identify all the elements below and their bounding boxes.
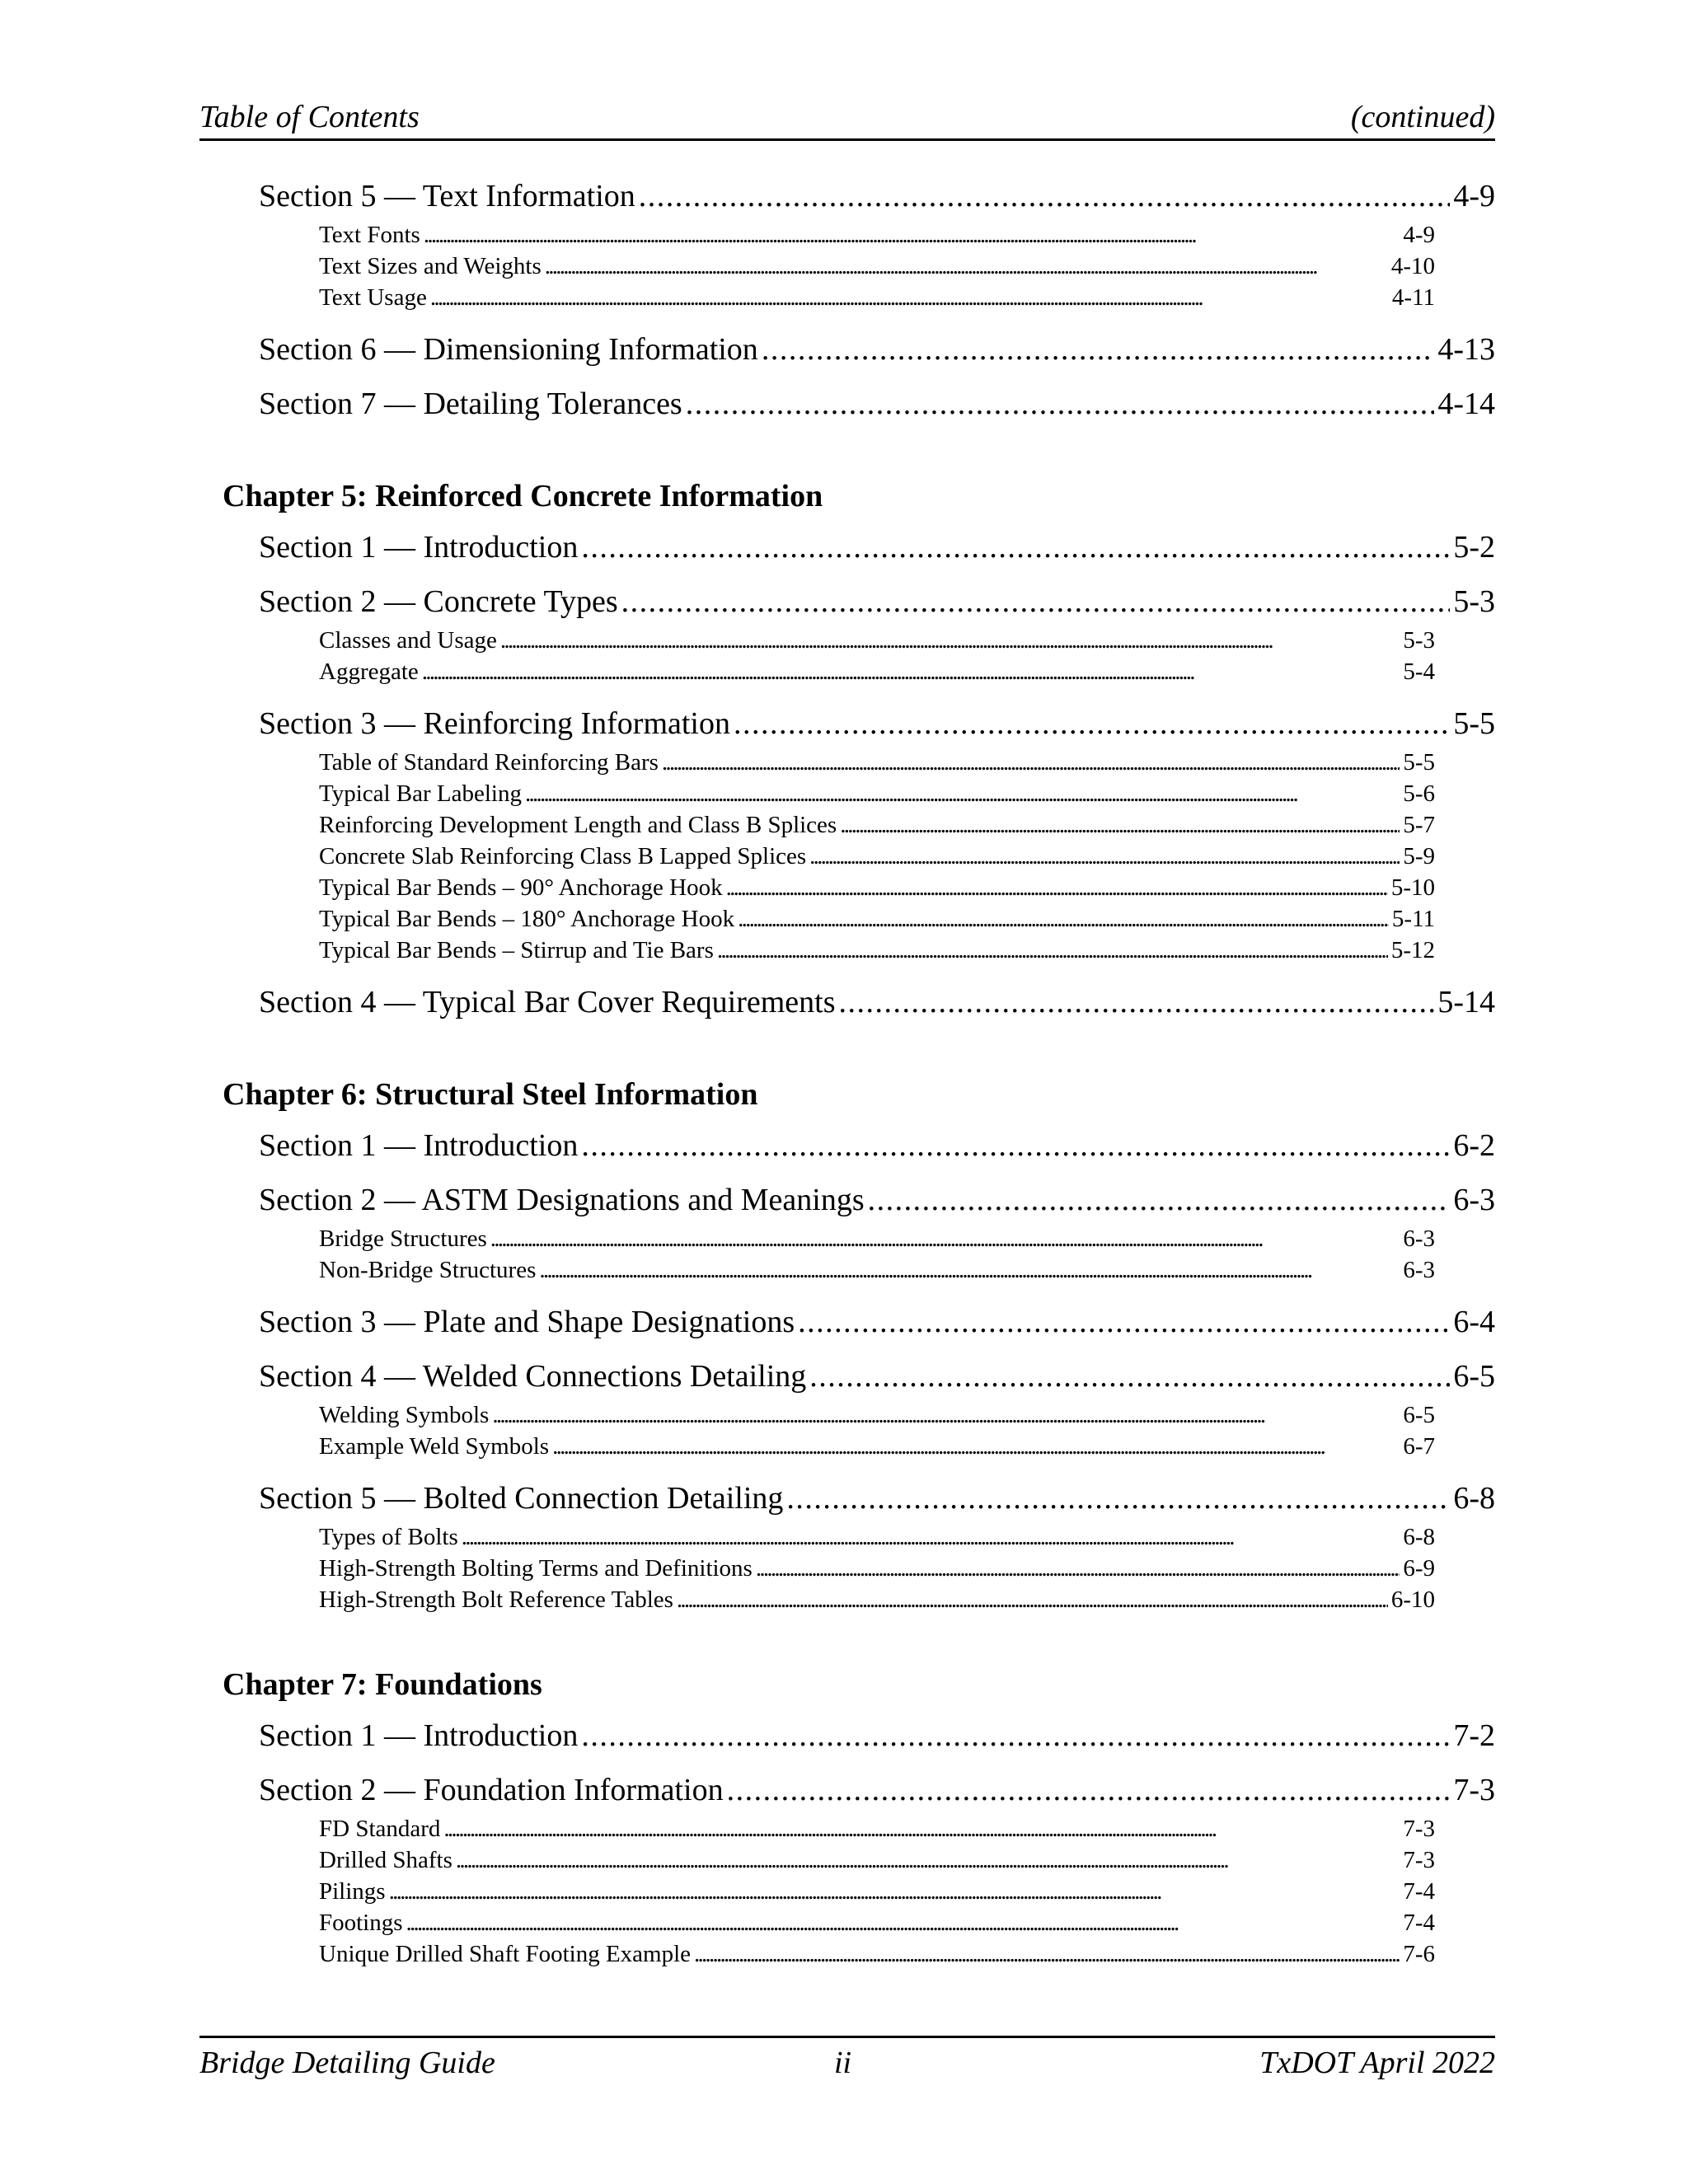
toc-subsection-entry[interactable] [319,1844,1435,1876]
page-header [199,97,1495,141]
toc-entry-title: Typical Bar Bends – 90° Anchorage Hook [319,874,723,901]
toc-entry-title: Typical Bar Bends – Stirrup and Tie Bars [319,937,714,963]
toc-entry-title: Section 4 — Welded Connections Detailing [259,1359,807,1394]
footer-publisher-date: TxDOT April 2022 [1259,2046,1495,2080]
toc-entry-title: Typical Bar Labeling [319,780,522,807]
dot-leader [430,282,1389,313]
dot-leader [738,903,1389,935]
toc-entry-title: Unique Drilled Shaft Footing Example [319,1941,692,1967]
toc-subsection-entry[interactable] [319,1553,1435,1584]
dot-leader [809,841,1400,872]
spacer [223,687,1495,701]
dot-leader [786,1475,1450,1521]
toc-entry-page: 5-6 [1403,780,1435,807]
toc-entry-title: Section 1 — Introduction [259,1718,579,1753]
toc-subsection-entry[interactable] [319,1876,1435,1907]
spacer [223,1615,1495,1663]
dot-leader [456,1844,1400,1876]
toc-section-entry[interactable] [259,381,1495,427]
toc-section-entry[interactable] [259,979,1495,1025]
toc-subsection-entry[interactable] [319,1521,1435,1553]
toc-section-entry[interactable] [259,1475,1495,1521]
toc-entry-page: 4-9 [1453,179,1495,213]
toc-section-entry[interactable] [259,701,1495,747]
spacer [223,1286,1495,1299]
dot-leader [694,1938,1400,1970]
dot-leader [809,1353,1450,1399]
toc-subsection-entry[interactable] [319,747,1435,778]
toc-subsection-entry[interactable] [319,1254,1435,1286]
toc-entry-page: 4-9 [1403,222,1435,248]
spacer [223,373,1495,381]
toc-subsection-entry[interactable] [319,1399,1435,1431]
toc-section-entry[interactable] [259,1713,1495,1759]
toc-entry-page: 6-10 [1390,1586,1435,1613]
dot-leader [422,656,1400,687]
toc-section-entry[interactable] [259,1353,1495,1399]
toc-entry-page: 5-4 [1403,658,1435,685]
dot-leader [621,579,1451,625]
dot-leader [490,1223,1400,1254]
toc-entry-page: 6-7 [1403,1433,1435,1460]
dot-leader [525,778,1400,809]
table-of-contents [223,173,1495,1970]
dot-leader [839,979,1435,1025]
toc-entry-page: 4-14 [1437,387,1495,421]
dot-leader [500,625,1400,656]
spacer [223,966,1495,979]
toc-entry-title: Reinforcing Development Length and Class B Splices [319,812,837,838]
toc-subsection-entry[interactable] [319,282,1435,313]
toc-entry-title: Concrete Slab Reinforcing Class B Lapped Splices [319,843,807,869]
footer-guide-title: Bridge Detailing Guide [199,2046,495,2080]
header-continued: (continued) [1350,100,1495,134]
toc-subsection-entry[interactable] [319,251,1435,282]
spacer [223,1759,1495,1767]
toc-entry-page: 6-3 [1403,1257,1435,1283]
toc-entry-title: High-Strength Bolt Reference Tables [319,1586,673,1613]
dot-leader [552,1431,1400,1462]
toc-subsection-entry[interactable] [319,935,1435,966]
dot-leader [539,1254,1400,1286]
toc-entry-page: 7-3 [1403,1847,1435,1873]
spacer [223,427,1495,475]
toc-entry-title: Drilled Shafts [319,1847,452,1873]
toc-section-entry[interactable] [259,1767,1495,1813]
dot-leader [756,1553,1400,1584]
spacer [223,313,1495,326]
dot-leader [545,251,1388,282]
dot-leader [406,1907,1400,1938]
toc-entry-title: Pilings [319,1878,386,1905]
chapter-heading: Chapter 6: Structural Steel Information [223,1077,758,1112]
toc-section-entry[interactable] [259,579,1495,625]
toc-entry-page: 6-2 [1453,1128,1495,1163]
toc-entry-page: 6-3 [1403,1226,1435,1252]
toc-subsection-entry[interactable] [319,625,1435,656]
dot-leader [868,1177,1451,1223]
toc-entry-page: 7-4 [1403,1910,1435,1936]
toc-entry-title: Footings [319,1910,403,1936]
page-footer [199,2036,1495,2088]
toc-subsection-entry[interactable] [319,1431,1435,1462]
toc-entry-page: 5-5 [1453,706,1495,741]
toc-entry-title: Section 7 — Detailing Tolerances [259,387,682,421]
spacer [223,570,1495,579]
dot-leader [389,1876,1400,1907]
dot-leader [581,1713,1450,1759]
dot-leader [581,524,1450,570]
toc-subsection-entry[interactable] [319,1584,1435,1615]
toc-entry-page: 7-3 [1403,1816,1435,1842]
toc-entry-title: Typical Bar Bends – 180° Anchorage Hook [319,906,735,932]
toc-entry-title: FD Standard [319,1816,441,1842]
toc-entry-title: Section 3 — Plate and Shape Designations [259,1305,795,1339]
toc-entry-title: Example Weld Symbols [319,1433,550,1460]
toc-entry-page: 7-2 [1453,1718,1495,1753]
toc-entry-page: 6-8 [1453,1481,1495,1516]
toc-entry-title: Section 4 — Typical Bar Cover Requirements [259,985,836,1019]
toc-entry-page: 5-3 [1453,584,1495,619]
toc-entry-title: Types of Bolts [319,1524,458,1550]
toc-entry-title: Welding Symbols [319,1402,490,1428]
toc-entry-title: Section 3 — Reinforcing Information [259,706,730,741]
chapter-heading: Chapter 5: Reinforced Concrete Information [223,479,823,513]
toc-entry-title: Non-Bridge Structures [319,1257,537,1283]
toc-subsection-entry[interactable] [319,841,1435,872]
toc-entry-title: Section 2 — ASTM Designations and Meanings [259,1183,865,1217]
toc-entry-title: Section 2 — Concrete Types [259,584,618,619]
toc-entry-title: Section 1 — Introduction [259,530,579,565]
toc-section-entry[interactable] [259,524,1495,570]
dot-leader [686,381,1435,427]
spacer [223,518,1495,524]
spacer [223,1706,1495,1713]
toc-entry-page: 4-13 [1437,332,1495,367]
toc-entry-page: 5-14 [1437,985,1495,1019]
toc-entry-title: Text Sizes and Weights [319,253,542,279]
toc-entry-page: 6-9 [1403,1555,1435,1582]
toc-entry-title: Section 1 — Introduction [259,1128,579,1163]
toc-section-entry[interactable] [259,326,1495,373]
toc-entry-page: 5-12 [1390,937,1435,963]
toc-subsection-entry[interactable] [319,778,1435,809]
toc-subsection-entry[interactable] [319,1907,1435,1938]
dot-leader [662,747,1400,778]
spacer [223,1025,1495,1073]
toc-entry-page: 6-4 [1453,1305,1495,1339]
chapter-heading: Chapter 7: Foundations [223,1667,542,1702]
toc-entry-page: 7-6 [1403,1941,1435,1967]
toc-entry-title: Section 2 — Foundation Information [259,1773,724,1807]
dot-leader [762,326,1435,373]
dot-leader [424,219,1400,251]
toc-subsection-entry[interactable] [319,656,1435,687]
spacer [223,1462,1495,1475]
spacer [223,1169,1495,1177]
toc-entry-page: 5-3 [1403,627,1435,654]
toc-entry-title: Classes and Usage [319,627,497,654]
toc-section-entry[interactable] [259,1299,1495,1345]
dot-leader [798,1299,1450,1345]
header-title: Table of Contents [199,100,420,134]
toc-entry-title: Table of Standard Reinforcing Bars [319,749,659,776]
toc-section-entry[interactable] [259,173,1495,219]
toc-subsection-entry[interactable] [319,903,1435,935]
toc-subsection-entry[interactable] [319,1938,1435,1970]
toc-entry-page: 4-10 [1390,253,1435,279]
dot-leader [726,872,1388,903]
toc-subsection-entry[interactable] [319,809,1435,841]
toc-entry-page: 6-5 [1403,1402,1435,1428]
toc-entry-page: 5-5 [1403,749,1435,776]
toc-section-entry[interactable] [259,1122,1495,1169]
toc-entry-title: Aggregate [319,658,419,685]
toc-entry-page: 7-4 [1403,1878,1435,1905]
dot-leader [492,1399,1400,1431]
dot-leader [443,1813,1400,1844]
toc-entry-page: 4-11 [1391,284,1435,311]
toc-subsection-entry[interactable] [319,1813,1435,1844]
toc-entry-title: Section 6 — Dimensioning Information [259,332,758,367]
toc-entry-page: 5-10 [1390,874,1435,901]
toc-subsection-entry[interactable] [319,1223,1435,1254]
toc-entry-title: Text Fonts [319,222,420,248]
spacer [223,1345,1495,1353]
toc-entry-page: 6-5 [1453,1359,1495,1394]
toc-entry-page: 5-11 [1391,906,1435,932]
dot-leader [717,935,1388,966]
spacer [223,1116,1495,1122]
toc-entry-title: Text Usage [319,284,427,311]
toc-entry-page: 7-3 [1453,1773,1495,1807]
toc-entry-title: Bridge Structures [319,1226,487,1252]
toc-section-entry[interactable] [259,1177,1495,1223]
toc-entry-title: Section 5 — Text Information [259,179,635,213]
dot-leader [840,809,1400,841]
footer-page-number: ii [834,2046,852,2080]
toc-entry-page: 5-7 [1403,812,1435,838]
dot-leader [727,1767,1451,1813]
dot-leader [677,1584,1388,1615]
toc-entry-title: Section 5 — Bolted Connection Detailing [259,1481,784,1516]
dot-leader [734,701,1450,747]
dot-leader [462,1521,1400,1553]
toc-entry-page: 5-2 [1453,530,1495,565]
dot-leader [639,173,1451,219]
toc-entry-page: 6-3 [1453,1183,1495,1217]
toc-entry-title: High-Strength Bolting Terms and Definitions [319,1555,753,1582]
dot-leader [581,1122,1450,1169]
toc-entry-page: 6-8 [1403,1524,1435,1550]
toc-subsection-entry[interactable] [319,872,1435,903]
toc-subsection-entry[interactable] [319,219,1435,251]
toc-entry-page: 5-9 [1403,843,1435,869]
